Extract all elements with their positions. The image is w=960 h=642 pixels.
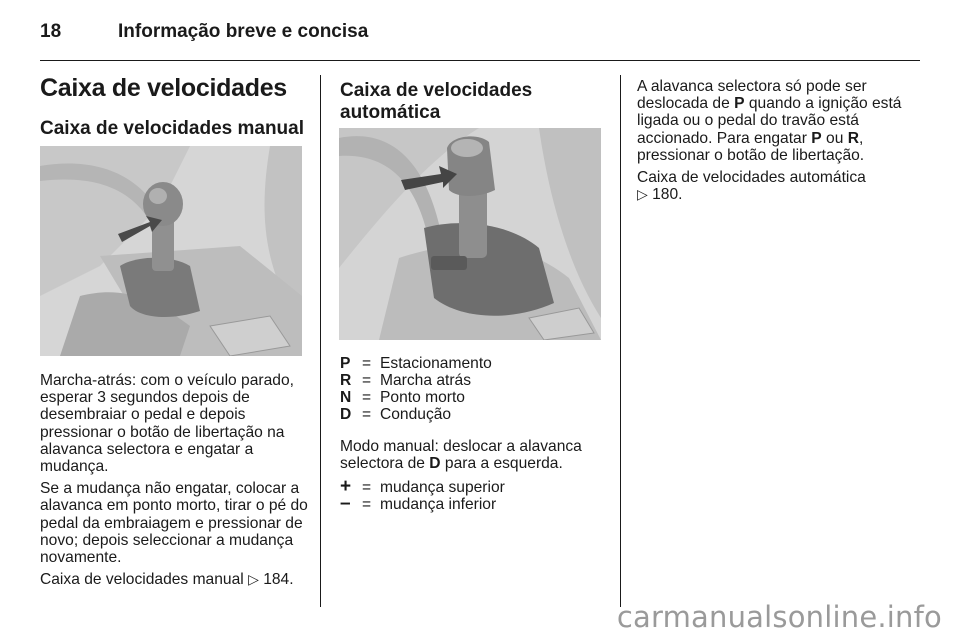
legend-label: Ponto morto [380, 389, 465, 406]
selector-key-r: R [847, 129, 859, 147]
legend-key: R [340, 372, 352, 389]
legend-row-r [340, 372, 610, 389]
selector-text-block [637, 78, 907, 208]
automatic-ref-page[interactable]: 180. [652, 186, 683, 204]
column-divider-2 [620, 75, 621, 607]
legend-key: P [340, 355, 351, 372]
retry-paragraph: Se a mudança não engatar, colocar a alavanca em ponto morto, tirar o pé do pedal da embraiagem e pressionar de novo; depois seleccionar a mudança novamente. [40, 480, 308, 567]
manual-mode-text-2: para a esquerda. [444, 455, 563, 473]
legend-row-downshift [340, 493, 610, 514]
selector-text-e: pressionar o botão de libertação. [637, 146, 865, 164]
legend-row-p [340, 355, 610, 372]
legend-key: N [340, 389, 352, 406]
section-heading: Caixa de velocidades [40, 74, 287, 102]
automatic-gearbox-illustration [339, 128, 601, 340]
manual-mode-key: D [429, 455, 441, 473]
selector-paragraph [637, 78, 907, 164]
legend-row-d [340, 406, 610, 423]
legend-eq: = [362, 389, 372, 406]
legend-label: Condução [380, 406, 452, 423]
manual-mode-text-1: Modo manual: deslocar a alavanca selectora de [340, 438, 582, 473]
gear-positions-legend [340, 355, 610, 423]
manual-ref-text: Caixa de velocidades manual [40, 571, 244, 589]
plus-icon: + [340, 476, 352, 497]
legend-eq: = [362, 372, 372, 389]
legend-label: mudança inferior [380, 496, 497, 513]
subsection-heading-manual: Caixa de velocidades manual [40, 118, 305, 139]
watermark: carmanualsonline.info [616, 600, 942, 634]
selector-comma: , [858, 129, 864, 147]
selector-text-a: A alavanca selectora só pode ser deslocada de [637, 78, 867, 113]
page-number: 18 [40, 21, 62, 42]
legend-label: Estacionamento [380, 355, 492, 372]
reverse-gear-paragraph: Marcha-atrás: com o veículo parado, esperar 3 segundos depois de desembraiar o pedal e depois pressionar o botão de libertação na alavanca selectora e engatar a mudança. [40, 372, 294, 476]
subsection-heading-automatic: Caixa de velocidades automática [340, 80, 533, 123]
column-divider-1 [320, 75, 321, 607]
legend-eq: = [362, 496, 372, 513]
arrow-ref-icon: ▷ [248, 571, 259, 588]
manual-ref-line [40, 571, 312, 588]
selector-key-p2: P [811, 129, 822, 147]
manual-gearbox-illustration [40, 146, 302, 356]
legend-eq: = [362, 406, 372, 423]
legend-eq: = [362, 479, 372, 496]
minus-icon: – [340, 493, 351, 514]
manual-ref-page[interactable]: 184. [263, 571, 294, 589]
legend-row-upshift [340, 476, 610, 497]
header-bar [40, 18, 920, 58]
manual-mode-paragraph [340, 438, 610, 472]
automatic-ref-line [637, 169, 907, 203]
legend-label: mudança superior [380, 479, 505, 496]
header-rule [40, 60, 920, 61]
arrow-ref-icon: ▷ [637, 186, 648, 203]
legend-row-n [340, 389, 610, 406]
automatic-ref-text: Caixa de velocidades automática [637, 169, 866, 187]
selector-text-b: quando a ignição está ligada ou o pedal do travão está accionado. Para engatar [637, 95, 902, 147]
legend-eq: = [362, 355, 372, 372]
running-title: Informação breve e concisa [118, 21, 369, 42]
legend-label: Marcha atrás [380, 372, 471, 389]
shift-legend [340, 476, 610, 514]
legend-key: D [340, 406, 352, 423]
manual-text-block [40, 372, 312, 593]
selector-key-p: P [734, 95, 745, 113]
selector-text-c: ou [826, 129, 844, 147]
